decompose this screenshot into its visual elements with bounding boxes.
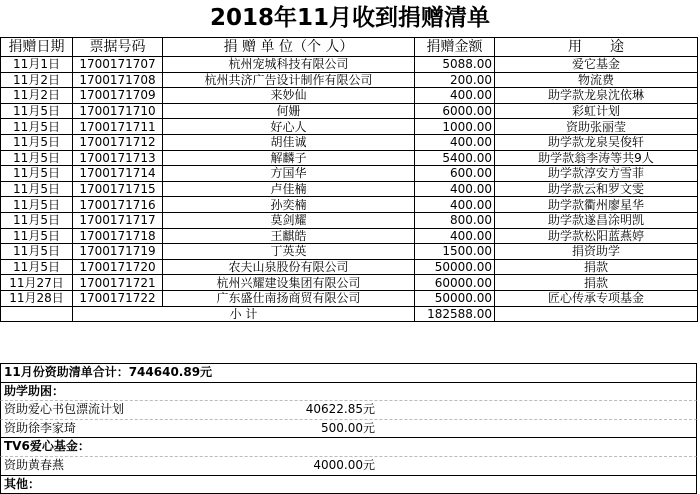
table-row — [1, 103, 698, 119]
cell-receipt: 1700171710 — [73, 103, 163, 119]
cell-purpose: 助学款龙泉沈依琳 — [495, 88, 698, 104]
table-row — [1, 88, 698, 104]
cell-amount: 60000.00 — [415, 275, 495, 291]
table-row — [1, 119, 698, 135]
cell-amount: 1500.00 — [415, 244, 495, 260]
cell-receipt: 1700171713 — [73, 150, 163, 166]
cell-purpose: 助学款松阳蓝燕婷 — [495, 228, 698, 244]
cell-donor: 何姗 — [163, 103, 415, 119]
table-row — [1, 150, 698, 166]
cell-purpose: 彩虹计划 — [495, 103, 698, 119]
cell-amount: 400.00 — [415, 88, 495, 104]
cell-date: 11月5日 — [1, 134, 73, 150]
cell-donor: 杭州宠城科技有限公司 — [163, 57, 415, 73]
cell-receipt: 1700171716 — [73, 197, 163, 213]
cell-amount: 1000.00 — [415, 119, 495, 135]
cell-purpose: 匠心传承专项基金 — [495, 290, 698, 306]
cell-donor: 卢佳楠 — [163, 181, 415, 197]
table-row — [1, 244, 698, 260]
cell-donor: 方国华 — [163, 166, 415, 182]
header-row — [1, 38, 698, 57]
table-row — [1, 228, 698, 244]
header-date: 捐赠日期 — [1, 38, 73, 57]
table-row — [1, 259, 698, 275]
cell-date: 11月5日 — [1, 181, 73, 197]
cell-empty — [495, 306, 698, 322]
cell-donor: 杭州兴耀建设集团有限公司 — [163, 275, 415, 291]
item-label: 资助徐李家琦 — [4, 420, 77, 435]
cell-amount: 50000.00 — [415, 259, 495, 275]
cell-purpose: 爱它基金 — [495, 57, 698, 73]
cell-receipt: 1700171714 — [73, 166, 163, 182]
cell-receipt: 1700171722 — [73, 290, 163, 306]
donation-table — [0, 37, 698, 322]
total-label: 11月份资助清单合计：744640.89元 — [4, 365, 213, 379]
cell-date: 11月5日 — [1, 259, 73, 275]
cell-receipt: 1700171721 — [73, 275, 163, 291]
section-tv6-fund — [0, 438, 697, 457]
summary-item — [0, 420, 697, 439]
cell-date: 11月5日 — [1, 150, 73, 166]
cell-date: 11月28日 — [1, 290, 73, 306]
cell-receipt: 1700171708 — [73, 72, 163, 88]
cell-purpose: 捐款 — [495, 275, 698, 291]
subtotal-label: 小 计 — [73, 306, 415, 322]
cell-purpose: 捐资助学 — [495, 244, 698, 260]
section-label: TV6爱心基金： — [4, 439, 90, 454]
total-row — [0, 364, 697, 383]
header-amount: 捐赠金额 — [415, 38, 495, 57]
table-row — [1, 72, 698, 88]
cell-receipt: 1700171718 — [73, 228, 163, 244]
cell-amount: 400.00 — [415, 181, 495, 197]
cell-purpose: 助学款淳安方雪菲 — [495, 166, 698, 182]
cell-receipt: 1700171711 — [73, 119, 163, 135]
cell-amount: 400.00 — [415, 228, 495, 244]
cell-amount: 5400.00 — [415, 150, 495, 166]
cell-amount: 50000.00 — [415, 290, 495, 306]
summary-section — [0, 363, 697, 494]
cell-donor: 广东盛仕南扬商贸有限公司 — [163, 290, 415, 306]
table-row — [1, 57, 698, 73]
cell-purpose: 物流费 — [495, 72, 698, 88]
cell-donor: 胡佳诚 — [163, 134, 415, 150]
section-student-aid — [0, 383, 697, 402]
cell-date: 11月2日 — [1, 72, 73, 88]
cell-date: 11月5日 — [1, 228, 73, 244]
cell-date: 11月5日 — [1, 212, 73, 228]
item-amount: 40622.85元 — [305, 402, 375, 417]
cell-purpose: 资助张丽莹 — [495, 119, 698, 135]
cell-amount: 800.00 — [415, 212, 495, 228]
cell-amount: 200.00 — [415, 72, 495, 88]
cell-receipt: 1700171720 — [73, 259, 163, 275]
cell-empty — [1, 306, 73, 322]
cell-amount: 600.00 — [415, 166, 495, 182]
cell-receipt: 1700171715 — [73, 181, 163, 197]
cell-purpose: 助学款遂昌涂明凯 — [495, 212, 698, 228]
cell-amount: 5088.00 — [415, 57, 495, 73]
cell-date: 11月5日 — [1, 244, 73, 260]
cell-purpose: 助学款龙泉吴俊轩 — [495, 134, 698, 150]
cell-donor: 来妙仙 — [163, 88, 415, 104]
cell-donor: 莫剑耀 — [163, 212, 415, 228]
cell-receipt: 1700171719 — [73, 244, 163, 260]
cell-donor: 王麒皓 — [163, 228, 415, 244]
cell-receipt: 1700171707 — [73, 57, 163, 73]
cell-date: 11月1日 — [1, 57, 73, 73]
item-amount: 4000.00元 — [313, 457, 375, 472]
cell-donor: 农夫山泉股份有限公司 — [163, 259, 415, 275]
cell-amount: 400.00 — [415, 134, 495, 150]
table-row — [1, 290, 698, 306]
table-row — [1, 181, 698, 197]
cell-date: 11月5日 — [1, 166, 73, 182]
header-receipt: 票据号码 — [73, 38, 163, 57]
table-row — [1, 134, 698, 150]
cell-amount: 400.00 — [415, 197, 495, 213]
item-label: 资助爱心书包漂流计划 — [4, 402, 125, 417]
table-row — [1, 197, 698, 213]
subtotal-row — [1, 306, 698, 322]
header-purpose: 用 途 — [495, 38, 698, 57]
cell-purpose: 助学款衢州廖星华 — [495, 197, 698, 213]
table-row — [1, 212, 698, 228]
cell-donor: 好心人 — [163, 119, 415, 135]
cell-date: 11月27日 — [1, 275, 73, 291]
header-donor: 捐 赠 单 位（个 人） — [163, 38, 415, 57]
cell-purpose: 助学款翁李涛等共9人 — [495, 150, 698, 166]
cell-donor: 解麟子 — [163, 150, 415, 166]
cell-receipt: 1700171717 — [73, 212, 163, 228]
cell-date: 11月5日 — [1, 119, 73, 135]
cell-receipt: 1700171712 — [73, 134, 163, 150]
cell-donor: 杭州共济广告设计制作有限公司 — [163, 72, 415, 88]
cell-date: 11月5日 — [1, 103, 73, 119]
cell-receipt: 1700171709 — [73, 88, 163, 104]
cell-date: 11月5日 — [1, 197, 73, 213]
cell-amount: 6000.00 — [415, 103, 495, 119]
cell-purpose: 助学款云和罗文雯 — [495, 181, 698, 197]
subtotal-amount: 182588.00 — [415, 306, 495, 322]
summary-item — [0, 457, 697, 476]
cell-purpose: 捐款 — [495, 259, 698, 275]
cell-donor: 丁英英 — [163, 244, 415, 260]
summary-item — [0, 401, 697, 420]
page-title: 2018年11月收到捐赠清单 — [209, 5, 491, 31]
table-row — [1, 275, 698, 291]
item-amount: 500.00元 — [321, 420, 375, 435]
cell-donor: 孙奕楠 — [163, 197, 415, 213]
table-row — [1, 166, 698, 182]
section-label: 其他： — [4, 476, 41, 491]
item-label: 资助黄春燕 — [4, 457, 65, 472]
section-other — [0, 476, 697, 494]
section-label: 助学助困： — [4, 383, 65, 398]
cell-date: 11月2日 — [1, 88, 73, 104]
